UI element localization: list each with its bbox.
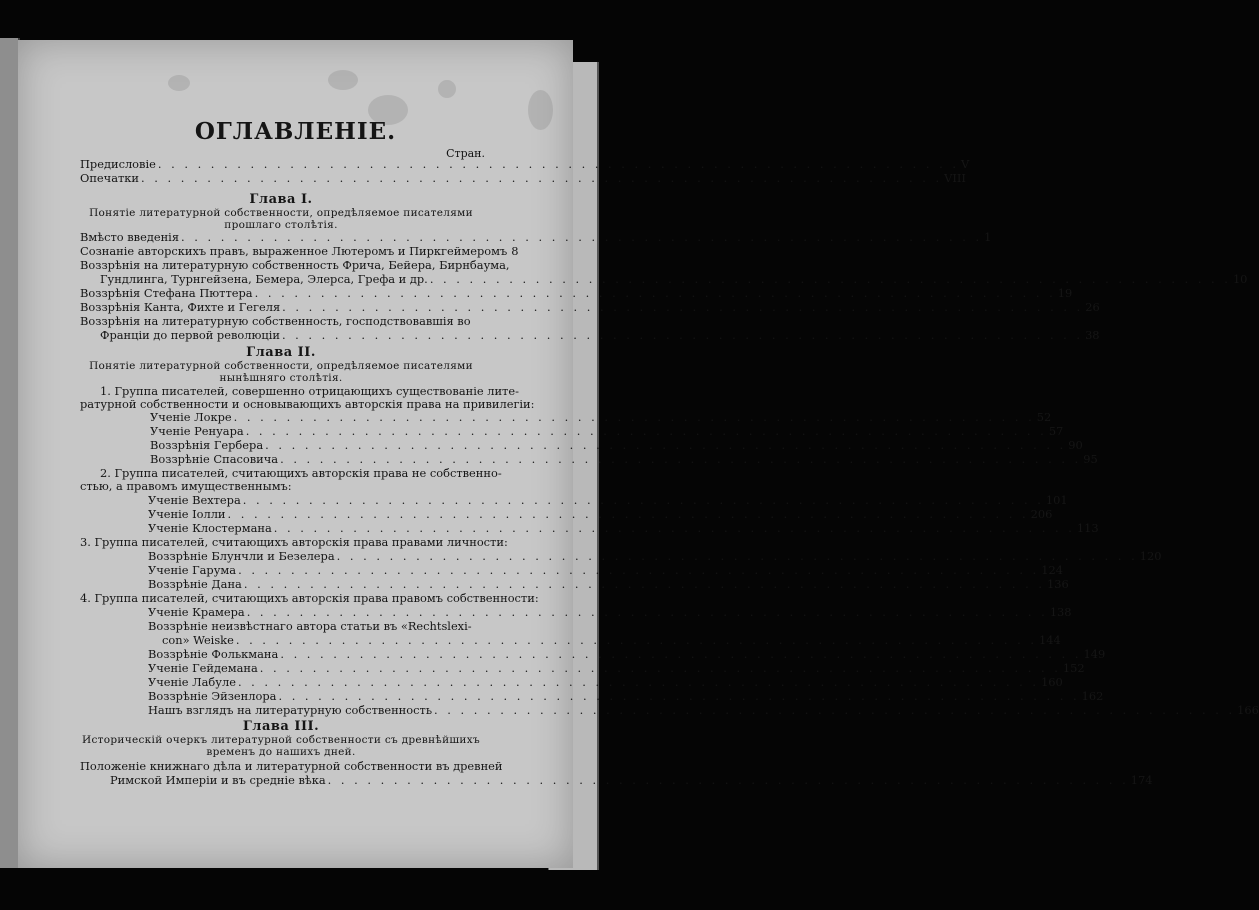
toc-entry: Воззрѣнія Стефана Пюттера . . . 19 <box>80 287 482 300</box>
book-spine-edge <box>0 38 20 868</box>
toc-entry-text: Положеніе книжнаго дѣла и литературной собственности въ древней <box>80 759 503 773</box>
toc-entry-text: Воззрѣнія на литературную собственность, господствовавшія во <box>80 314 471 328</box>
toc-entry: con» Weiske . . . 144 <box>80 634 482 647</box>
chapter-description: Понятіе литературной собственности, опредѣляемое писателями <box>89 360 473 372</box>
toc-entry: Воззрѣніе Фолькмана . . . 149 <box>80 648 482 661</box>
stain <box>168 75 190 91</box>
toc-entry: Ученіе Ренуара . . . 57 <box>80 425 482 438</box>
toc-entry: Воззрѣніе Дана . . . 136 <box>80 578 482 591</box>
chapter-description: Историческій очеркъ литературной собственности съ древнѣйшихъ <box>82 734 480 746</box>
toc-entry: Сознаніе авторскихъ правъ, выраженное Лютеромъ и Пиркгеймеромъ 8 <box>80 244 519 258</box>
page-column-label: Стран. <box>446 147 485 160</box>
toc-entry: Нашъ взглядъ на литературную собственность . . . 166 <box>80 704 482 717</box>
chapter-heading: Глава I. <box>249 192 313 207</box>
toc-entry: Воззрѣніе Эйзенлора . . . 162 <box>80 690 482 703</box>
toc-entry: Франціи до первой революціи . . . 38 <box>80 329 482 342</box>
stain <box>438 80 456 98</box>
toc-entry: Опечатки . . . VIII <box>80 172 482 185</box>
chapter-description: временъ до нашихъ дней. <box>206 746 356 758</box>
group-heading: 2. Группа писателей, считающихъ авторскія права не собственно- <box>100 466 502 480</box>
toc-entry: Ученіе Крамера . . . 138 <box>80 606 482 619</box>
toc-entry: Ученіе Іолли . . . 206 <box>80 508 482 521</box>
group-heading: 1. Группа писателей, совершенно отрицающихъ существованіе лите- <box>100 384 519 398</box>
toc-entry-text: Воззрѣнія на литературную собственность Фрича, Бейера, Бирнбаума, <box>80 258 510 272</box>
toc-entry: Воззрѣнія Канта, Фихте и Гегеля . . . 26 <box>80 301 482 314</box>
toc-entry-text: Воззрѣніе неизвѣстнаго автора статьи въ «Rechtslexi- <box>148 619 472 633</box>
book-page <box>18 40 1259 868</box>
toc-entry: Воззрѣніе Блунчли и Безелера . . . 120 <box>80 550 482 563</box>
page-title: ОГЛАВЛЕНІЕ. <box>194 118 397 145</box>
toc-entry: Ученіе Гейдемана . . . 152 <box>80 662 482 675</box>
group-heading: 3. Группа писателей, считающихъ авторскія права правами личности: <box>80 535 508 549</box>
stain <box>328 70 358 90</box>
chapter-heading: Глава III. <box>242 719 320 734</box>
toc-entry: Гундлинга, Турнгейзена, Бемера, Элерса, Грефа и др. . . . 10 <box>80 273 482 286</box>
group-heading: 4. Группа писателей, считающихъ авторскія права правомъ собственности: <box>80 591 539 605</box>
chapter-heading: Глава II. <box>246 345 316 360</box>
toc-entry: Воззрѣнія Гербера . . . 90 <box>80 439 482 452</box>
chapter-description: Понятіе литературной собственности, опредѣляемое писателями <box>89 207 473 219</box>
chapter-description: нынѣшняго столѣтія. <box>219 372 343 384</box>
toc-entry: Вмѣсто введенія . . . 1 <box>80 231 482 244</box>
group-heading: ратурной собственности и основывающихъ авторскія права на привилегіи: <box>80 397 535 411</box>
chapter-description: прошлаго столѣтія. <box>224 219 338 231</box>
group-heading: стью, а правомъ имущественнымъ: <box>80 479 292 493</box>
toc-entry: Ученіе Вехтера . . . 101 <box>80 494 482 507</box>
toc-entry: Ученіе Гарума . . . 124 <box>80 564 482 577</box>
toc-entry: Предисловіе . . . V <box>80 158 482 171</box>
toc-entry: Ученіе Клостермана . . . 113 <box>80 522 482 535</box>
toc-entry: Римской Имперіи и въ средніе вѣка . . . 174 <box>80 774 482 787</box>
toc-entry: Ученіе Локре . . . 52 <box>80 411 482 424</box>
toc-entry: Ученіе Лабуле . . . 160 <box>80 676 482 689</box>
toc-entry: Воззрѣніе Спасовича . . . 95 <box>80 453 482 466</box>
